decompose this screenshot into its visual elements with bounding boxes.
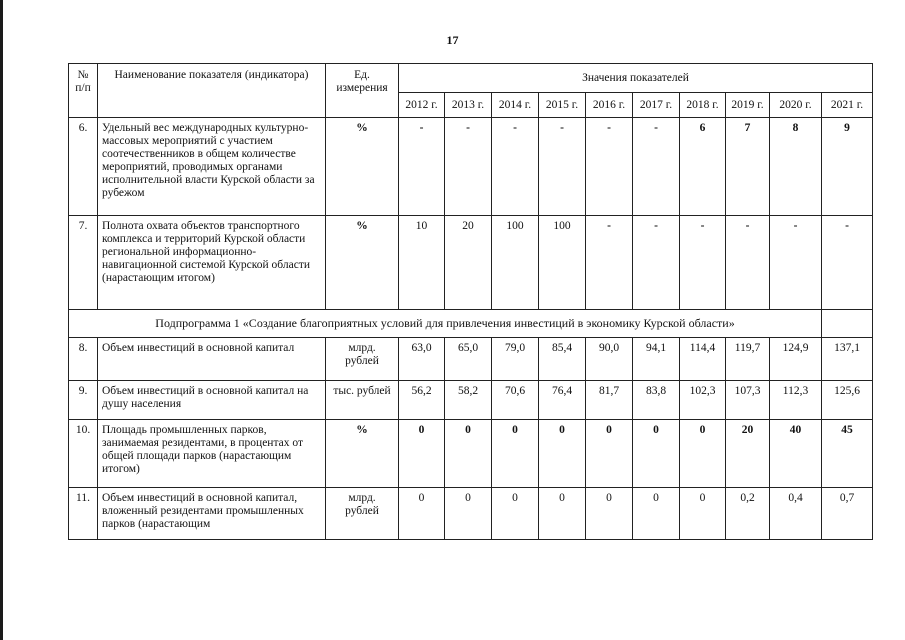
header-name: Наименование показателя (индикатора) <box>98 64 326 118</box>
row-number: 9. <box>69 381 98 420</box>
value-cell: 112,3 <box>770 381 822 420</box>
value-cell: 0 <box>492 488 539 540</box>
subprogram-title: Подпрограмма 1 «Создание благоприятных условий для привлечения инвестиций в экономику Курской области» <box>69 310 822 338</box>
value-cell: 6 <box>680 118 726 216</box>
value-cell: 0,7 <box>822 488 873 540</box>
unit-cell: млрд. рублей <box>326 488 399 540</box>
value-cell: 76,4 <box>539 381 586 420</box>
row-number: 11. <box>69 488 98 540</box>
indicator-name: Полнота охвата объектов транспортного комплекса и территорий Курской области региональной информационно-навигационной системой Курской области (нарастающим итогом) <box>98 216 326 310</box>
header-year: 2021 г. <box>822 93 873 118</box>
value-cell: - <box>680 216 726 310</box>
value-cell: 8 <box>770 118 822 216</box>
value-cell: 0,4 <box>770 488 822 540</box>
unit-cell: % <box>326 118 399 216</box>
table-row <box>69 118 873 216</box>
value-cell: 0,2 <box>726 488 770 540</box>
indicator-name: Объем инвестиций в основной капитал на душу населения <box>98 381 326 420</box>
value-cell: - <box>633 118 680 216</box>
value-cell: - <box>399 118 445 216</box>
header-values: Значения показателей <box>399 64 873 93</box>
value-cell: 0 <box>586 488 633 540</box>
value-cell: 7 <box>726 118 770 216</box>
value-cell: - <box>822 216 873 310</box>
value-cell: 125,6 <box>822 381 873 420</box>
value-cell: 0 <box>633 488 680 540</box>
value-cell: - <box>539 118 586 216</box>
value-cell: - <box>770 216 822 310</box>
value-cell: 65,0 <box>445 338 492 381</box>
row-number: 6. <box>69 118 98 216</box>
value-cell: - <box>586 216 633 310</box>
value-cell: 0 <box>399 420 445 488</box>
page-number: 17 <box>446 33 459 47</box>
value-cell: - <box>633 216 680 310</box>
value-cell: 100 <box>492 216 539 310</box>
header-year: 2019 г. <box>726 93 770 118</box>
value-cell: - <box>586 118 633 216</box>
header-year: 2016 г. <box>586 93 633 118</box>
table-row <box>69 488 873 540</box>
value-cell: 45 <box>822 420 873 488</box>
header-num: № п/п <box>69 64 98 118</box>
value-cell: 100 <box>539 216 586 310</box>
unit-cell: млрд. рублей <box>326 338 399 381</box>
row-number: 10. <box>69 420 98 488</box>
header-year: 2012 г. <box>399 93 445 118</box>
header-year: 2014 г. <box>492 93 539 118</box>
subprogram-empty-cell <box>822 310 873 338</box>
header-year: 2020 г. <box>770 93 822 118</box>
value-cell: 81,7 <box>586 381 633 420</box>
header-year: 2015 г. <box>539 93 586 118</box>
value-cell: 0 <box>445 420 492 488</box>
value-cell: 0 <box>399 488 445 540</box>
row-number: 7. <box>69 216 98 310</box>
value-cell: 114,4 <box>680 338 726 381</box>
value-cell: 0 <box>680 488 726 540</box>
value-cell: 90,0 <box>586 338 633 381</box>
value-cell: 0 <box>633 420 680 488</box>
value-cell: 56,2 <box>399 381 445 420</box>
value-cell: 0 <box>586 420 633 488</box>
unit-cell: % <box>326 420 399 488</box>
value-cell: 9 <box>822 118 873 216</box>
unit-cell: тыс. рублей <box>326 381 399 420</box>
value-cell: 102,3 <box>680 381 726 420</box>
indicator-name: Площадь промышленных парков, занимаемая резидентами, в процентах от общей площади парков (нарастающим итогом) <box>98 420 326 488</box>
header-unit: Ед. измерения <box>326 64 399 118</box>
table-row <box>69 381 873 420</box>
value-cell: 94,1 <box>633 338 680 381</box>
value-cell: - <box>445 118 492 216</box>
value-cell: 20 <box>726 420 770 488</box>
value-cell: 10 <box>399 216 445 310</box>
value-cell: - <box>492 118 539 216</box>
indicator-name: Объем инвестиций в основной капитал <box>98 338 326 381</box>
header-year: 2018 г. <box>680 93 726 118</box>
indicator-name: Удельный вес международных культурно-массовых мероприятий с участием соотечественников в общем количестве мероприятий, проводимых органами исполнительной власти Курской области за рубежом <box>98 118 326 216</box>
value-cell: 0 <box>445 488 492 540</box>
page-left-edge <box>0 0 3 640</box>
header-year: 2017 г. <box>633 93 680 118</box>
value-cell: 70,6 <box>492 381 539 420</box>
row-number: 8. <box>69 338 98 381</box>
value-cell: 107,3 <box>726 381 770 420</box>
value-cell: 137,1 <box>822 338 873 381</box>
value-cell: 0 <box>492 420 539 488</box>
value-cell: 0 <box>539 420 586 488</box>
value-cell: 85,4 <box>539 338 586 381</box>
table-row <box>69 216 873 310</box>
value-cell: 0 <box>539 488 586 540</box>
unit-cell: % <box>326 216 399 310</box>
value-cell: 58,2 <box>445 381 492 420</box>
table-row <box>69 420 873 488</box>
value-cell: - <box>726 216 770 310</box>
value-cell: 83,8 <box>633 381 680 420</box>
value-cell: 119,7 <box>726 338 770 381</box>
value-cell: 40 <box>770 420 822 488</box>
table-row <box>69 338 873 381</box>
value-cell: 124,9 <box>770 338 822 381</box>
header-year: 2013 г. <box>445 93 492 118</box>
value-cell: 63,0 <box>399 338 445 381</box>
indicator-name: Объем инвестиций в основной капитал, вложенный резидентами промышленных парков (нарастающим <box>98 488 326 540</box>
indicators-table <box>68 63 873 540</box>
value-cell: 0 <box>680 420 726 488</box>
value-cell: 79,0 <box>492 338 539 381</box>
value-cell: 20 <box>445 216 492 310</box>
